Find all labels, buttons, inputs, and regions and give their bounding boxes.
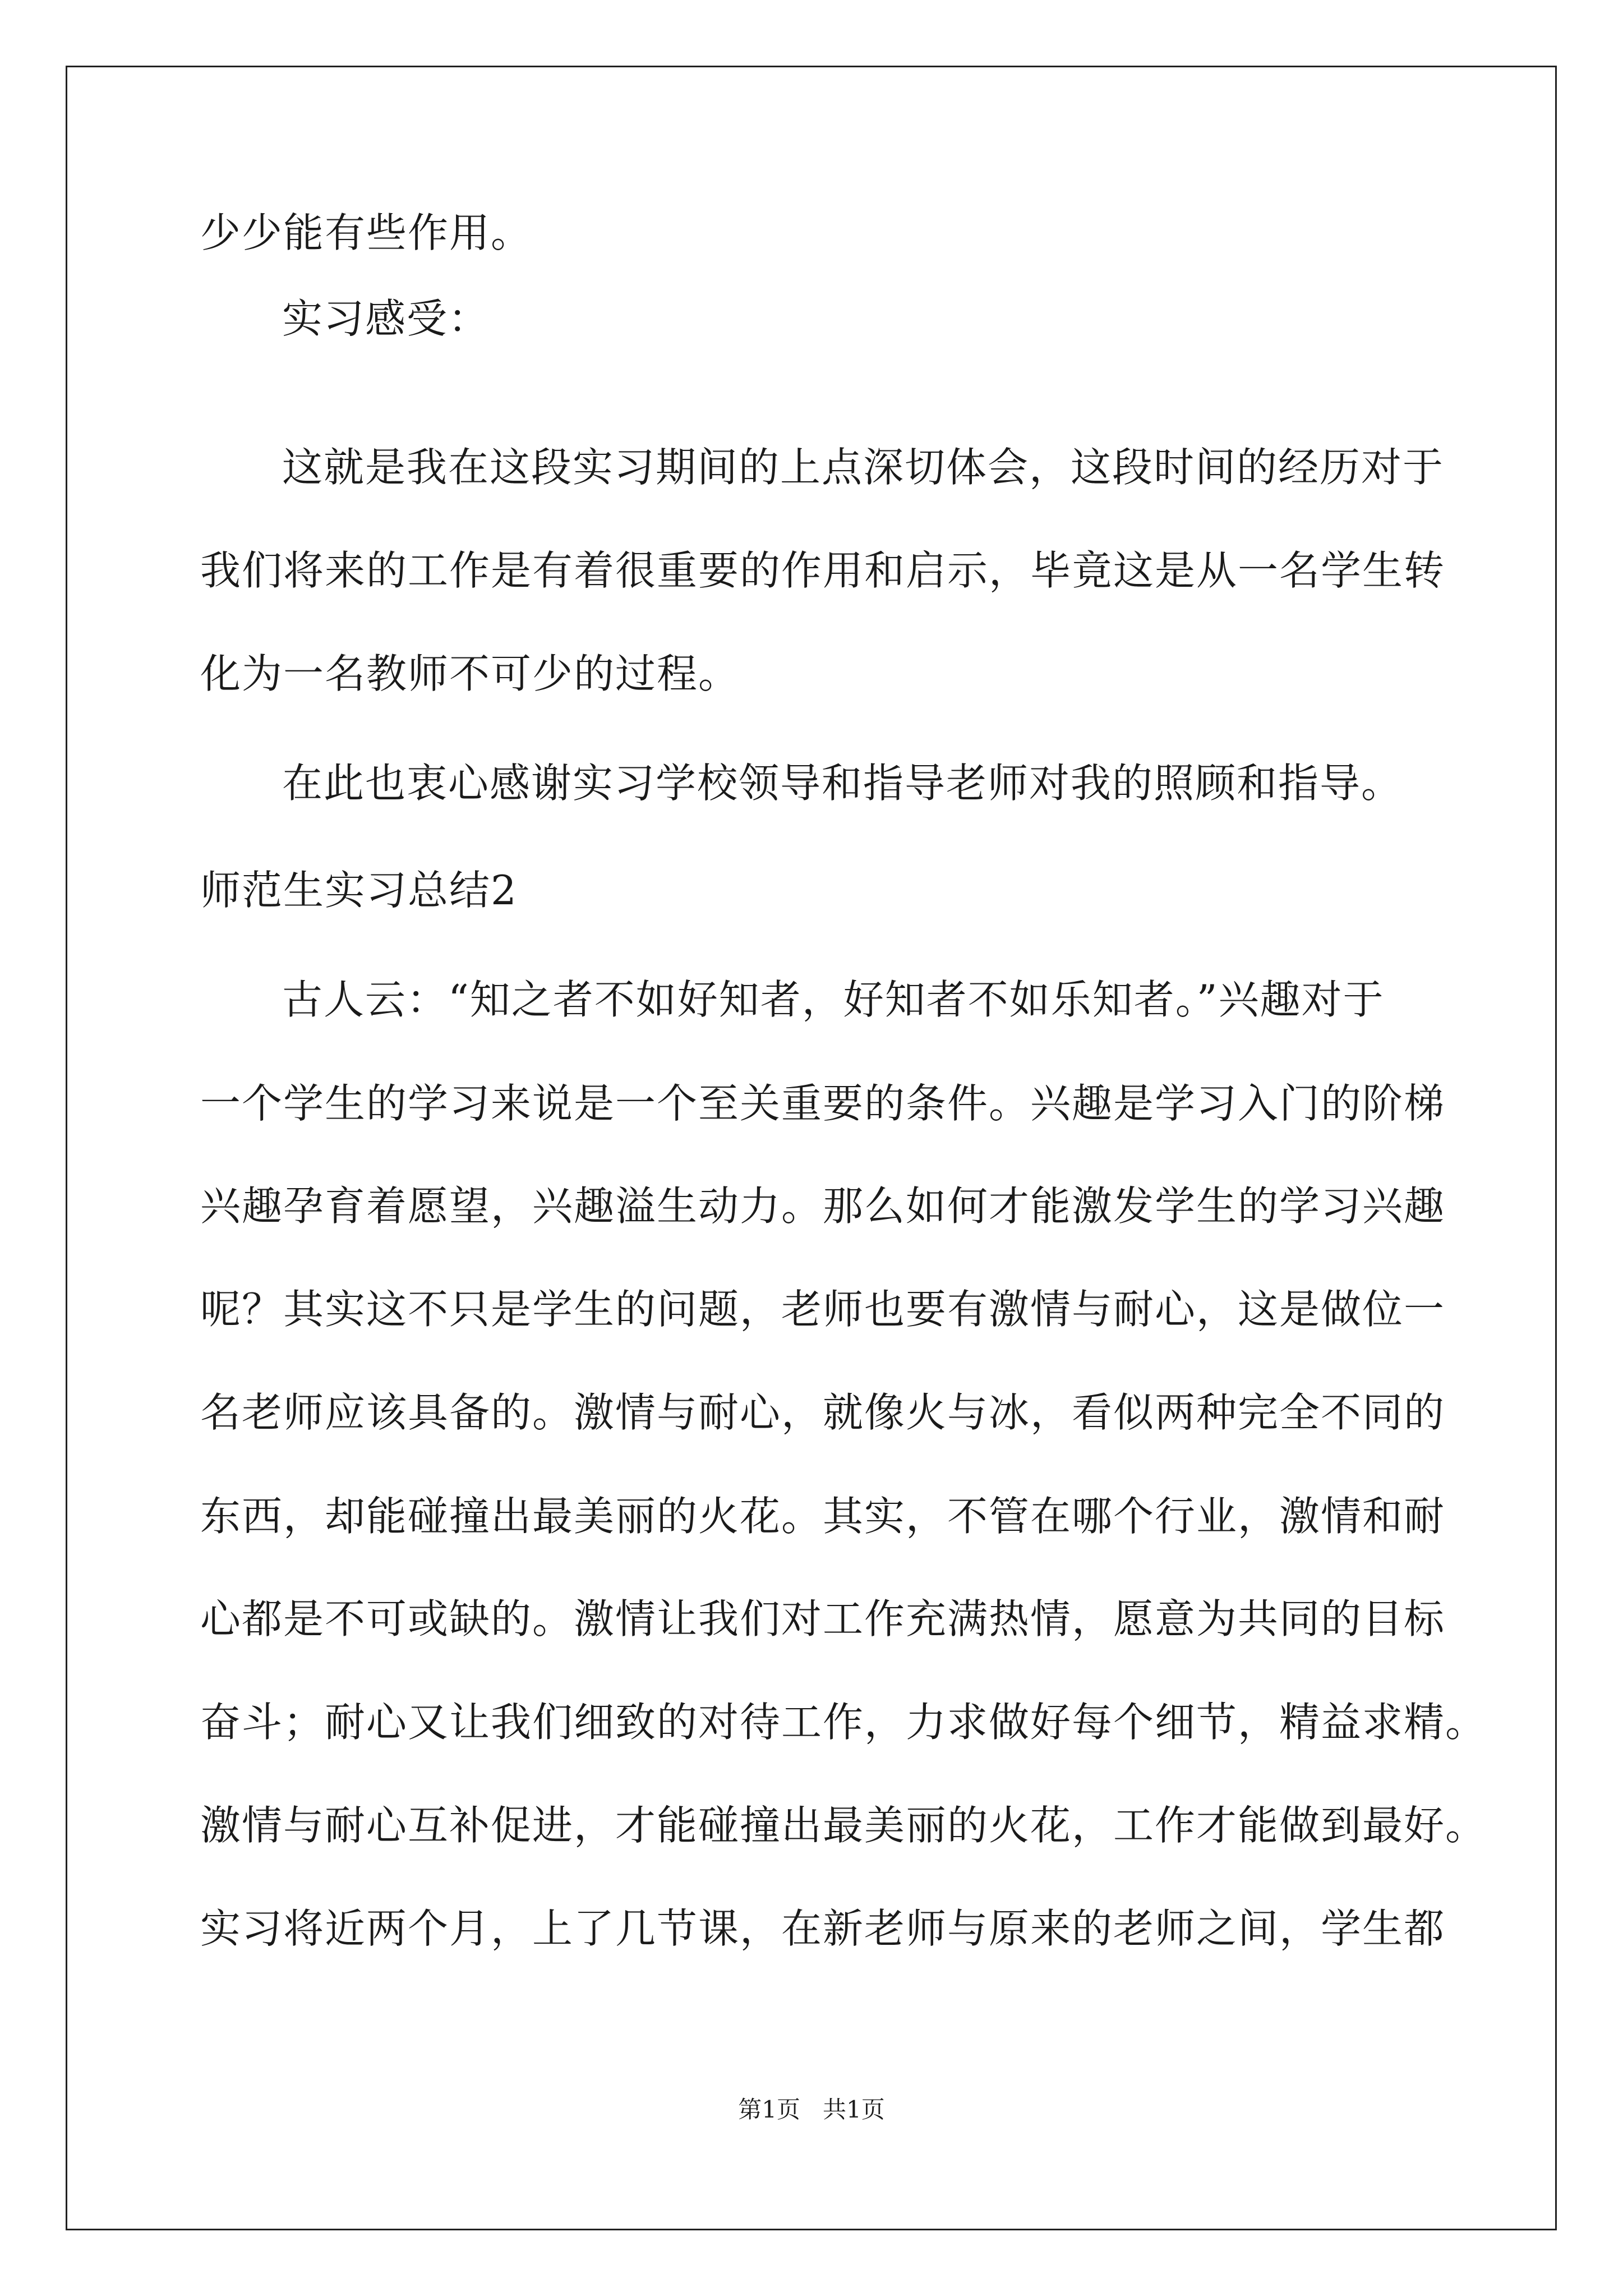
page-number-footer: 第1页 共1页 xyxy=(738,2096,885,2123)
text-line-3: 这就是我在这段实习期间的上点深切体会，这段时间的经历对于 xyxy=(282,444,1445,491)
text-line-1: 少少能有些作用。 xyxy=(200,209,533,256)
text-line-5: 化为一名教师不可少的过程。 xyxy=(200,650,740,697)
text-line-6: 在此也衷心感谢实习学校领导和指导老师对我的照顾和指导。 xyxy=(282,760,1403,807)
section-heading: 师范生实习总结2 xyxy=(200,867,518,914)
text-line-17: 实习将近两个月，上了几节课，在新老师与原来的老师之间，学生都 xyxy=(200,1905,1446,1952)
text-line-9: 一个学生的学习来说是一个至关重要的条件。兴趣是学习入门的阶梯 xyxy=(200,1080,1446,1127)
text-line-2: 实习感受： xyxy=(282,295,490,342)
text-line-10: 兴趣孕育着愿望，兴趣溢生动力。那么如何才能激发学生的学习兴趣 xyxy=(200,1182,1446,1230)
text-line-8: 古人云：“知之者不如好知者，好知者不如乐知者。”兴趣对于 xyxy=(282,976,1385,1023)
text-line-14: 心都是不可或缺的。激情让我们对工作充满热情，愿意为共同的目标 xyxy=(200,1595,1446,1642)
text-line-4: 我们将来的工作是有着很重要的作用和启示，毕竟这是从一名学生转 xyxy=(200,547,1446,594)
text-line-11: 呢？其实这不只是学生的问题，老师也要有激情与耐心，这是做位一 xyxy=(200,1286,1446,1333)
text-line-16: 激情与耐心互补促进，才能碰撞出最美丽的火花，工作才能做到最好。 xyxy=(200,1802,1487,1849)
text-line-12: 名老师应该具备的。激情与耐心，就像火与冰，看似两种完全不同的 xyxy=(200,1389,1446,1436)
text-line-13: 东西，却能碰撞出最美丽的火花。其实，不管在哪个行业，激情和耐 xyxy=(200,1493,1446,1540)
text-line-15: 奋斗；耐心又让我们细致的对待工作，力求做好每个细节，精益求精。 xyxy=(200,1699,1487,1746)
